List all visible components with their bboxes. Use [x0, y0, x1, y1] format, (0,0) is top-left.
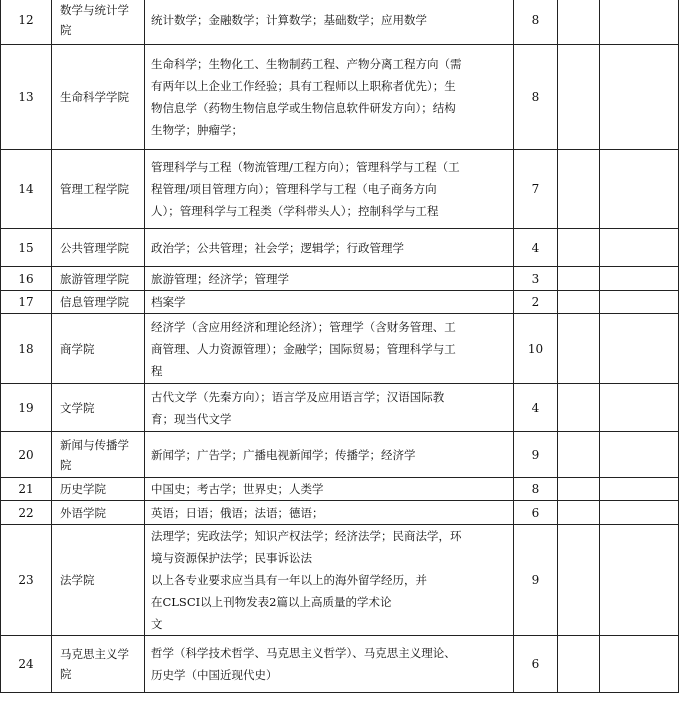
majors-line: 人）；管理科学与工程类（学科带头人）；控制科学与工程 — [151, 204, 439, 218]
college-name: 新闻与传播学院 — [52, 432, 145, 478]
empty-cell — [600, 501, 679, 525]
headcount: 6 — [514, 636, 558, 693]
table-row — [1, 45, 679, 150]
majors-cell — [145, 525, 514, 636]
headcount: 6 — [514, 501, 558, 525]
majors-cell — [145, 45, 514, 150]
table-row — [1, 478, 679, 501]
majors-line: 生命科学；生物化工、生物制药工程、产物分离工程方向（需 — [151, 57, 462, 71]
row-number: 18 — [1, 314, 52, 384]
headcount: 3 — [514, 267, 558, 291]
majors-line: 管理科学与工程（物流管理/工程方向）；管理科学与工程（工 — [151, 160, 460, 174]
table-row — [1, 501, 679, 525]
majors-line: 境与资源保护法学；民事诉讼法 — [151, 551, 312, 565]
college-name: 公共管理学院 — [52, 229, 145, 267]
majors-line: 文 — [151, 617, 163, 631]
empty-cell — [558, 636, 600, 693]
table-row — [1, 636, 679, 693]
empty-cell — [600, 636, 679, 693]
row-number: 13 — [1, 45, 52, 150]
empty-cell — [558, 501, 600, 525]
majors-cell — [145, 229, 514, 267]
majors-cell — [145, 478, 514, 501]
college-name: 历史学院 — [52, 478, 145, 501]
headcount: 10 — [514, 314, 558, 384]
majors-cell — [145, 150, 514, 229]
college-name: 管理工程学院 — [52, 150, 145, 229]
empty-cell — [558, 525, 600, 636]
majors-line: 程 — [151, 363, 163, 378]
majors-line: 在CLSCI以上刊物发表2篇以上高质量的学术论 — [151, 595, 392, 609]
table-row — [1, 432, 679, 478]
headcount: 8 — [514, 478, 558, 501]
headcount: 8 — [514, 45, 558, 150]
row-number: 24 — [1, 636, 52, 693]
empty-cell — [558, 150, 600, 229]
row-number: 21 — [1, 478, 52, 501]
empty-cell — [600, 314, 679, 384]
table-row — [1, 314, 679, 384]
headcount: 9 — [514, 525, 558, 636]
empty-cell — [600, 267, 679, 291]
empty-cell — [600, 432, 679, 478]
majors-line: 程管理/项目管理方向）；管理科学与工程（电子商务方向 — [151, 182, 437, 196]
row-number: 16 — [1, 267, 52, 291]
empty-cell — [558, 314, 600, 384]
empty-cell — [558, 478, 600, 501]
majors-cell — [145, 314, 514, 384]
majors-line: 育；现当代文学 — [151, 411, 232, 426]
empty-cell — [600, 291, 679, 314]
college-name: 外语学院 — [52, 501, 145, 525]
empty-cell — [600, 229, 679, 267]
empty-cell — [600, 150, 679, 229]
majors-line: 有两年以上企业工作经验；具有工程师以上职称者优先）；生 — [151, 79, 456, 93]
empty-cell — [558, 384, 600, 432]
majors-line: 历史学（中国近现代史） — [151, 668, 278, 682]
headcount: 2 — [514, 291, 558, 314]
table-row — [1, 291, 679, 314]
empty-cell — [600, 0, 679, 45]
majors-line: 哲学（科学技术哲学、马克思主义哲学）、马克思主义理论、 — [151, 646, 456, 660]
majors-line: 政治学；公共管理；社会学；逻辑学；行政管理学 — [151, 240, 404, 255]
headcount: 8 — [514, 0, 558, 45]
majors-cell — [145, 0, 514, 45]
majors-line: 以上各专业要求应当具有一年以上的海外留学经历，并 — [151, 573, 427, 587]
majors-line: 旅游管理；经济学；管理学 — [151, 271, 289, 286]
college-name: 法学院 — [52, 525, 145, 636]
row-number: 22 — [1, 501, 52, 525]
empty-cell — [600, 45, 679, 150]
table-row — [1, 267, 679, 291]
college-name: 旅游管理学院 — [52, 267, 145, 291]
majors-line: 新闻学；广告学；广播电视新闻学；传播学；经济学 — [151, 447, 416, 462]
majors-cell — [145, 384, 514, 432]
majors-line: 中国史；考古学；世界史；人类学 — [151, 482, 324, 496]
headcount: 4 — [514, 229, 558, 267]
empty-cell — [600, 525, 679, 636]
college-name: 马克思主义学院 — [52, 636, 145, 693]
majors-cell — [145, 291, 514, 314]
majors-cell — [145, 432, 514, 478]
row-number: 19 — [1, 384, 52, 432]
headcount: 9 — [514, 432, 558, 478]
majors-line: 经济学（含应用经济和理论经济）；管理学（含财务管理、工 — [151, 319, 456, 334]
majors-line: 物信息学（药物生物信息学或生物信息软件研发方向）；结构 — [151, 101, 456, 115]
empty-cell — [558, 0, 600, 45]
majors-cell — [145, 501, 514, 525]
majors-line: 商管理、人力资源管理）；金融学；国际贸易；管理科学与工 — [151, 341, 456, 356]
majors-line: 法理学；宪政法学；知识产权法学；经济法学；民商法学，环 — [151, 529, 462, 543]
majors-line: 档案学 — [151, 295, 186, 309]
empty-cell — [558, 291, 600, 314]
college-name: 生命科学学院 — [52, 45, 145, 150]
empty-cell — [558, 267, 600, 291]
table-row — [1, 384, 679, 432]
table-row — [1, 525, 679, 636]
college-name: 数学与统计学院 — [52, 0, 145, 45]
majors-line: 统计数学；金融数学；计算数学；基础数学；应用数学 — [151, 12, 427, 27]
row-number: 12 — [1, 0, 52, 45]
row-number: 20 — [1, 432, 52, 478]
majors-line: 古代文学（先秦方向）；语言学及应用语言学；汉语国际教 — [151, 389, 445, 404]
empty-cell — [558, 45, 600, 150]
empty-cell — [558, 432, 600, 478]
college-name: 信息管理学院 — [52, 291, 145, 314]
empty-cell — [600, 384, 679, 432]
row-number: 17 — [1, 291, 52, 314]
table-body — [1, 0, 679, 693]
majors-cell — [145, 267, 514, 291]
row-number: 15 — [1, 229, 52, 267]
majors-cell — [145, 636, 514, 693]
empty-cell — [558, 229, 600, 267]
college-name: 商学院 — [52, 314, 145, 384]
college-name: 文学院 — [52, 384, 145, 432]
headcount: 4 — [514, 384, 558, 432]
row-number: 14 — [1, 150, 52, 229]
majors-line: 生物学；肿瘤学； — [151, 123, 243, 137]
empty-cell — [600, 478, 679, 501]
row-number: 23 — [1, 525, 52, 636]
table-row — [1, 229, 679, 267]
majors-line: 英语；日语；俄语；法语；德语； — [151, 505, 324, 520]
headcount: 7 — [514, 150, 558, 229]
table-row — [1, 150, 679, 229]
table-row — [1, 0, 679, 45]
